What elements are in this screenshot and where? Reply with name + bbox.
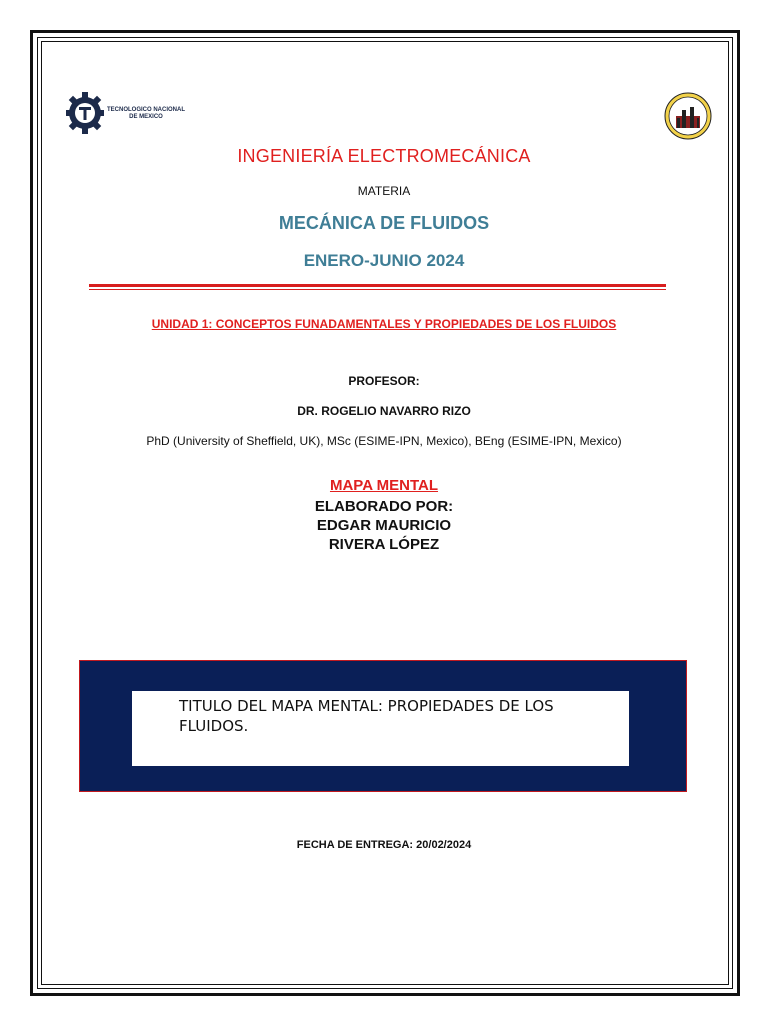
period-title: ENERO-JUNIO 2024 bbox=[303, 251, 465, 270]
seal-icon bbox=[664, 90, 712, 142]
subject-title: MECÁNICA DE FLUIDOS bbox=[278, 213, 490, 233]
map-title-box bbox=[132, 691, 629, 766]
tecnm-logo bbox=[66, 90, 186, 140]
author-label: ELABORADO POR: bbox=[314, 498, 454, 515]
author-block bbox=[0, 497, 768, 554]
career-title: INGENIERÍA ELECTROMECÁNICA bbox=[237, 146, 531, 166]
institution-name: TECNOLOGICO NACIONAL DE MEXICO bbox=[107, 107, 185, 120]
professor-label: PROFESOR: bbox=[348, 374, 420, 388]
due-date: FECHA DE ENTREGA: 20/02/2024 bbox=[296, 839, 472, 851]
author-name-line1: EDGAR MAURICIO bbox=[316, 517, 452, 534]
professor-name: DR. ROGELIO NAVARRO RIZO bbox=[297, 404, 471, 418]
institute-seal-logo bbox=[664, 90, 712, 142]
subject-label: MATERIA bbox=[357, 184, 411, 198]
gear-icon bbox=[66, 90, 104, 136]
map-title-text: TITULO DEL MAPA MENTAL: PROPIEDADES DE LOS FLUIDOS. bbox=[179, 697, 554, 735]
professor-credentials: PhD (University of Sheffield, UK), MSc (ESIME-IPN, Mexico), BEng (ESIME-IPN, Mexico) bbox=[146, 434, 622, 448]
divider-line-thin bbox=[89, 289, 666, 290]
author-name-line2: RIVERA LÓPEZ bbox=[328, 536, 440, 553]
work-type-label: MAPA MENTAL bbox=[329, 477, 439, 494]
divider-line bbox=[89, 284, 666, 287]
unit-title: UNIDAD 1: CONCEPTOS FUNADAMENTALES Y PROPIEDADES DE LOS FLUIDOS bbox=[151, 317, 617, 331]
